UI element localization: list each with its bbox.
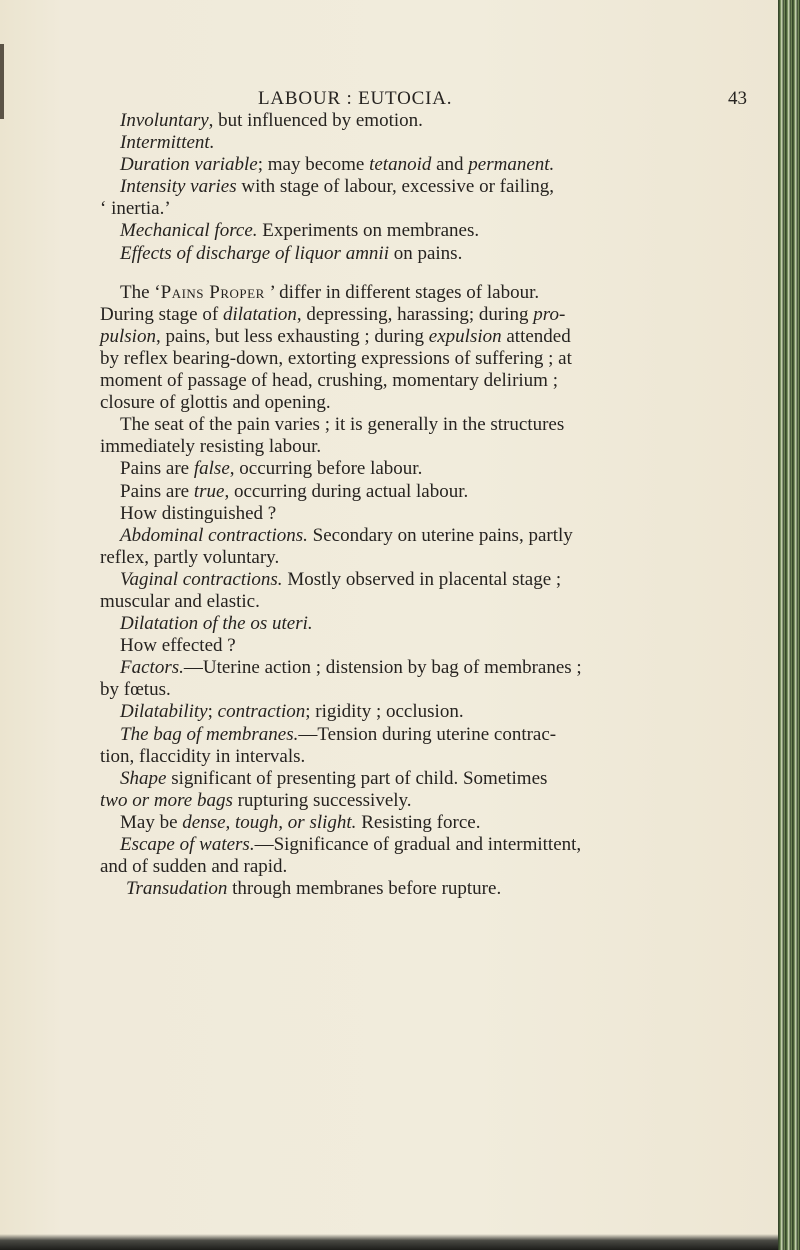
text-line [100,635,760,657]
italic-text: Dilatation of the os uteri. [120,613,313,635]
text-segment: by reflex bearing-down, extorting expressions of suffering ; at [100,347,572,369]
text-line [100,176,760,198]
text-segment: muscular and elastic. [100,590,260,612]
text-segment: —Significance of gradual and intermittent, [254,834,582,855]
text-segment: Resisting force. [356,811,481,833]
text-line [100,348,760,370]
text-segment: ’ differ in different stages of labour. [264,281,540,303]
italic-text: Dilatability [120,701,208,723]
text-segment: ; may become [257,154,370,176]
text-segment: —Uterine action ; distension by bag of membranes ; [183,657,582,679]
running-header: LABOUR : EUTOCIA. [258,88,453,109]
text-line [100,746,760,768]
italic-text: Vaginal contractions. [120,568,283,590]
italic-text: Involuntary [120,110,209,131]
italic-text: two or more bags [100,789,233,811]
italic-text: Duration variable [120,154,258,176]
text-line [100,679,760,701]
paragraph-gap [100,265,760,282]
italic-text: Abdominal contractions. [120,524,308,546]
text-line [100,370,760,392]
italic-text: contraction [217,701,306,723]
text-line [100,282,760,304]
text-segment: , but influenced by emotion. [208,110,423,131]
text-segment: May be [120,811,183,833]
text-line [100,243,760,265]
text-line [100,591,760,613]
page-edge [778,0,800,1250]
italic-text: Effects of discharge of liquor amnii [120,242,389,264]
text-line [100,525,760,547]
italic-text: pulsion [100,325,156,347]
text-segment: During stage of [100,303,223,325]
text-line [100,132,760,154]
page-bottom-shadow [0,1234,778,1250]
text-segment: The ‘ [120,281,161,303]
text-line [100,458,760,480]
text-segment: Experiments on membranes. [257,220,480,242]
text-segment: immediately resisting labour. [100,436,322,458]
text-segment: , pains, but less exhausting ; during [155,325,429,347]
text-segment: tion, flaccidity in intervals. [100,745,306,767]
text-line [100,154,760,176]
text-line [100,657,760,679]
text-line [100,569,760,591]
binding-shadow [0,44,4,119]
text-segment: Pains are [120,480,194,502]
text-segment: Mostly observed in placental stage ; [282,568,562,590]
text-line [100,414,760,436]
text-segment: with stage of labour, excessive or failing, [236,176,555,198]
text-line [100,304,760,326]
text-segment: closure of glottis and opening. [100,392,331,414]
text-segment: ; rigidity ; occlusion. [305,701,464,723]
italic-text: Intensity varies [120,176,237,198]
italic-text: true [193,480,225,502]
italic-text: dense, tough, or slight. [182,811,357,833]
italic-text: Transudation [126,878,228,900]
page-number: 43 [728,88,747,109]
text-segment: significant of presenting part of child. Sometimes [166,767,548,789]
text-segment: through membranes before rupture. [227,878,502,900]
text-line [100,834,760,856]
text-segment: reflex, partly voluntary. [100,546,280,568]
italic-text: tetanoid [369,154,432,176]
text-line [100,198,760,220]
text-line [100,436,760,458]
italic-text: pro- [533,303,566,325]
text-line [100,701,760,723]
text-segment: The seat of the pain varies ; it is generally in the structures [120,414,565,436]
text-segment: , depressing, harassing; during [296,303,534,325]
italic-text: false [193,458,230,480]
text-segment: Pains Proper [160,281,265,303]
text-line [100,481,760,503]
text-segment: attended [501,325,571,347]
italic-text: expulsion [428,325,502,347]
italic-text: permanent. [468,154,555,176]
text-segment: by fœtus. [100,679,171,701]
italic-text: Escape of waters. [120,834,255,855]
italic-text: Shape [120,767,167,789]
text-line [100,613,760,635]
text-segment: and of sudden and rapid. [100,856,288,878]
text-segment: Secondary on uterine pains, partly [307,524,573,546]
text-segment: How distinguished ? [120,502,277,524]
text-segment: Pains are [120,458,194,480]
italic-text: Factors. [120,657,184,679]
body-text [100,110,760,900]
text-segment: —Tension during uterine contrac- [298,723,557,745]
text-segment: on pains. [388,242,463,264]
text-line [100,326,760,348]
italic-text: The bag of membranes. [120,723,299,745]
italic-text: Intermittent. [120,132,215,154]
text-line [100,878,760,900]
text-line [100,790,760,812]
text-line [100,392,760,414]
text-segment: and [431,154,469,176]
text-line [100,812,760,834]
text-segment: How effected ? [120,635,236,657]
italic-text: Mechanical force. [120,220,258,242]
text-segment: ; [207,701,218,723]
text-segment: moment of passage of head, crushing, momentary delirium ; [100,370,558,392]
text-segment: , occurring before labour. [229,458,423,480]
text-segment: , occurring during actual labour. [224,480,469,502]
italic-text: dilatation [222,303,297,325]
text-line [100,220,760,242]
text-line [100,724,760,746]
text-line [100,547,760,569]
text-line [100,768,760,790]
text-segment: ‘ inertia.’ [100,198,171,220]
text-line [100,110,760,132]
text-line [100,503,760,525]
text-line [100,856,760,878]
text-segment: rupturing successively. [232,789,412,811]
